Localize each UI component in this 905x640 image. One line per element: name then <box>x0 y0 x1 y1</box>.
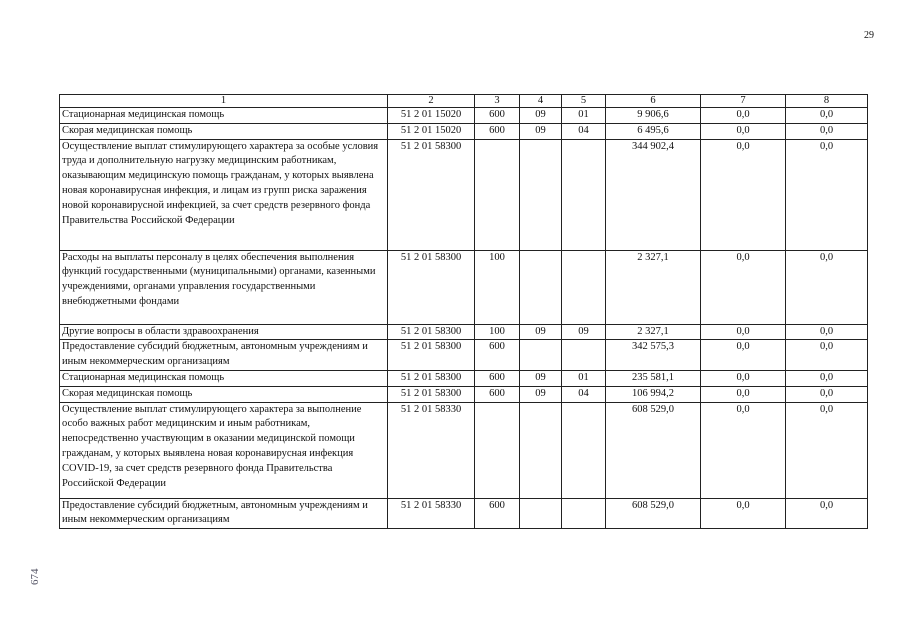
cell-v8: 0,0 <box>786 108 868 124</box>
cell-v8: 0,0 <box>786 386 868 402</box>
row-description: Стационарная медицинская помощь <box>60 370 388 386</box>
cell-c5 <box>562 250 606 324</box>
cell-v6: 2 327,1 <box>606 324 701 340</box>
column-header: 5 <box>562 95 606 108</box>
cell-c4: 09 <box>520 370 562 386</box>
cell-c4: 09 <box>520 108 562 124</box>
cell-c3: 100 <box>475 250 520 324</box>
cell-v8: 0,0 <box>786 139 868 250</box>
row-description: Предоставление субсидий бюджетным, автономным учреждениям и иным некоммерческим организациям <box>60 340 388 371</box>
cell-v7: 0,0 <box>701 324 786 340</box>
cell-code: 51 2 01 58300 <box>388 370 475 386</box>
cell-c5: 01 <box>562 370 606 386</box>
cell-c5: 04 <box>562 386 606 402</box>
cell-v8: 0,0 <box>786 340 868 371</box>
cell-v6: 608 529,0 <box>606 498 701 529</box>
row-description: Скорая медицинская помощь <box>60 386 388 402</box>
row-description: Стационарная медицинская помощь <box>60 108 388 124</box>
cell-v6: 608 529,0 <box>606 402 701 498</box>
cell-v7: 0,0 <box>701 498 786 529</box>
cell-v7: 0,0 <box>701 123 786 139</box>
cell-c4: 09 <box>520 123 562 139</box>
cell-v7: 0,0 <box>701 386 786 402</box>
row-description: Предоставление субсидий бюджетным, автономным учреждениям и иным некоммерческим организациям <box>60 498 388 529</box>
column-header: 3 <box>475 95 520 108</box>
cell-c4 <box>520 139 562 250</box>
cell-c3: 600 <box>475 340 520 371</box>
table-row <box>60 250 868 324</box>
row-description: Другие вопросы в области здравоохранения <box>60 324 388 340</box>
cell-v8: 0,0 <box>786 402 868 498</box>
cell-c4 <box>520 402 562 498</box>
cell-c5: 04 <box>562 123 606 139</box>
budget-table <box>59 94 868 529</box>
row-description: Осуществление выплат стимулирующего характера за особые условия труда и дополнительную нагрузку медицинским работникам, оказывающим медицинскую помощь гражданам, у которых выявлена новая коронавирусная инфекция, и лицам из групп риска заражения новой коронавирусной инфекцией, за счет средств резервного фонда Правительства Российской Федерации <box>60 139 388 250</box>
cell-v7: 0,0 <box>701 340 786 371</box>
table-row <box>60 402 868 498</box>
row-description: Осуществление выплат стимулирующего характера за выполнение особо важных работ медицинским и иным работникам, непосредственно участвующим в оказании медицинской помощи гражданам, у которых выявлена новая коронавирусная инфекция COVID-19, за счет средств резервного фонда Правительства Российской Федерации <box>60 402 388 498</box>
cell-c5 <box>562 340 606 371</box>
table-row <box>60 340 868 371</box>
cell-v6: 9 906,6 <box>606 108 701 124</box>
cell-c3: 600 <box>475 386 520 402</box>
cell-v8: 0,0 <box>786 123 868 139</box>
page-number: 29 <box>864 30 874 41</box>
cell-c4 <box>520 250 562 324</box>
cell-c3: 600 <box>475 108 520 124</box>
cell-c5: 01 <box>562 108 606 124</box>
cell-v6: 6 495,6 <box>606 123 701 139</box>
cell-code: 51 2 01 58300 <box>388 386 475 402</box>
cell-v7: 0,0 <box>701 139 786 250</box>
cell-v8: 0,0 <box>786 370 868 386</box>
column-header: 6 <box>606 95 701 108</box>
column-header: 1 <box>60 95 388 108</box>
cell-c4: 09 <box>520 386 562 402</box>
row-description: Расходы на выплаты персоналу в целях обеспечения выполнения функций государственными (муниципальными) органами, казенными учреждениями, органами управления государственными внебюджетными фондами <box>60 250 388 324</box>
column-header: 7 <box>701 95 786 108</box>
column-header: 2 <box>388 95 475 108</box>
cell-v8: 0,0 <box>786 324 868 340</box>
cell-c4 <box>520 498 562 529</box>
cell-code: 51 2 01 58300 <box>388 250 475 324</box>
column-header: 8 <box>786 95 868 108</box>
table-row <box>60 386 868 402</box>
cell-c5: 09 <box>562 324 606 340</box>
margin-handwritten-number: 674 <box>29 568 41 585</box>
cell-v6: 106 994,2 <box>606 386 701 402</box>
table-header-row <box>60 95 868 108</box>
cell-c4: 09 <box>520 324 562 340</box>
table-row <box>60 370 868 386</box>
cell-code: 51 2 01 58330 <box>388 402 475 498</box>
cell-c3: 600 <box>475 498 520 529</box>
cell-code: 51 2 01 58300 <box>388 340 475 371</box>
cell-c5 <box>562 402 606 498</box>
cell-c3: 600 <box>475 370 520 386</box>
cell-c3 <box>475 139 520 250</box>
cell-v6: 2 327,1 <box>606 250 701 324</box>
cell-c5 <box>562 498 606 529</box>
cell-v6: 342 575,3 <box>606 340 701 371</box>
column-header: 4 <box>520 95 562 108</box>
cell-v6: 235 581,1 <box>606 370 701 386</box>
row-description: Скорая медицинская помощь <box>60 123 388 139</box>
cell-c3 <box>475 402 520 498</box>
cell-code: 51 2 01 15020 <box>388 108 475 124</box>
cell-c3: 600 <box>475 123 520 139</box>
cell-c3: 100 <box>475 324 520 340</box>
cell-c4 <box>520 340 562 371</box>
cell-code: 51 2 01 15020 <box>388 123 475 139</box>
cell-v7: 0,0 <box>701 108 786 124</box>
cell-v7: 0,0 <box>701 250 786 324</box>
table-row <box>60 498 868 529</box>
cell-v8: 0,0 <box>786 498 868 529</box>
cell-code: 51 2 01 58300 <box>388 139 475 250</box>
cell-code: 51 2 01 58330 <box>388 498 475 529</box>
cell-v6: 344 902,4 <box>606 139 701 250</box>
cell-c5 <box>562 139 606 250</box>
cell-v7: 0,0 <box>701 370 786 386</box>
cell-code: 51 2 01 58300 <box>388 324 475 340</box>
table-row <box>60 324 868 340</box>
table-row <box>60 123 868 139</box>
table-row <box>60 139 868 250</box>
cell-v8: 0,0 <box>786 250 868 324</box>
cell-v7: 0,0 <box>701 402 786 498</box>
table-row <box>60 108 868 124</box>
